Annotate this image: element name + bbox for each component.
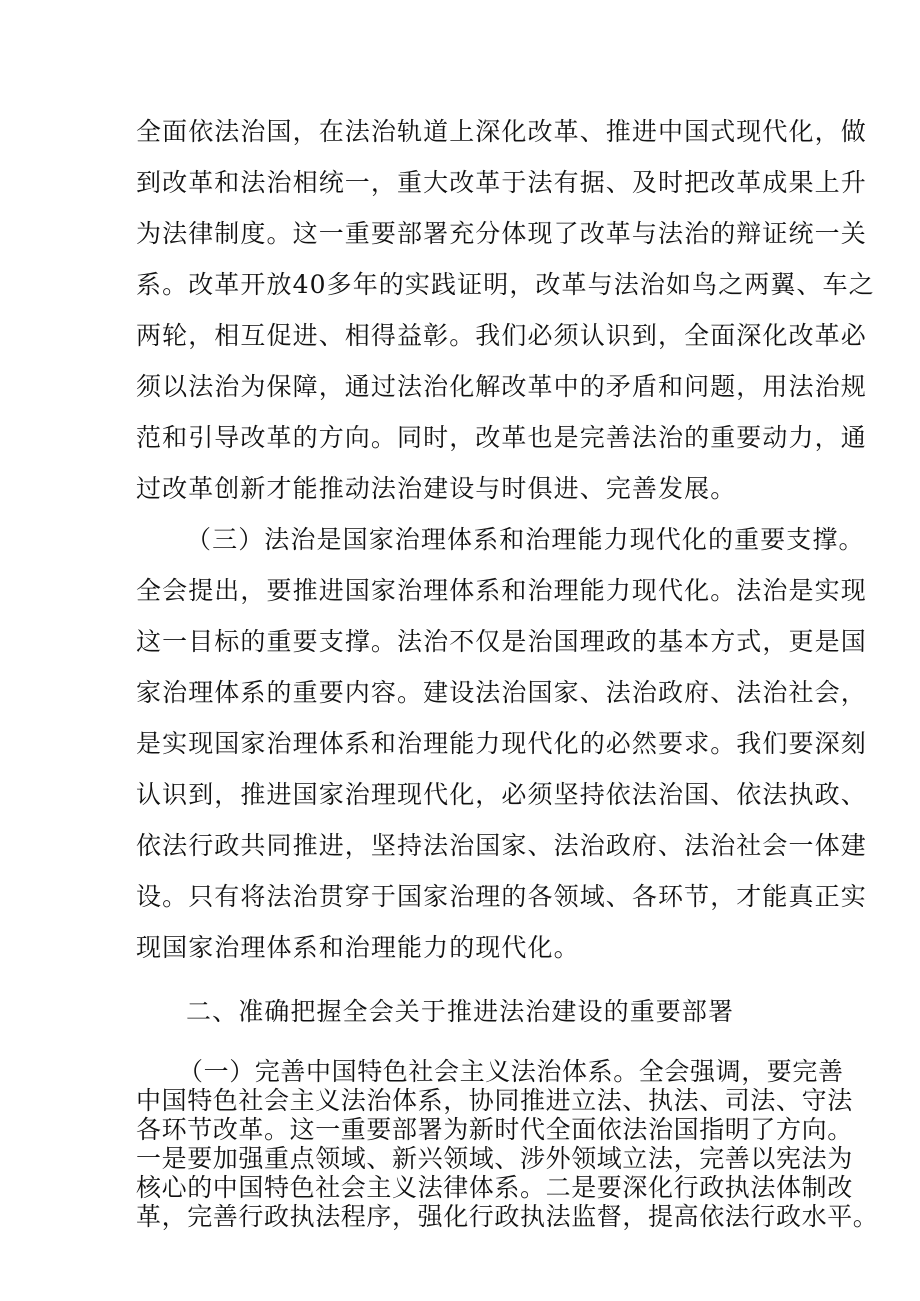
text-line: 全会提出，要推进国家治理体系和治理能力现代化。法治是实现 bbox=[136, 576, 867, 605]
text-line: 两轮，相互促进、相得益彰。我们必须认识到，全面深化改革必 bbox=[136, 321, 867, 350]
text-line: 一是要加强重点领域、新兴领域、涉外领域立法，完善以宪法为 bbox=[136, 1144, 853, 1173]
text-line: 革，完善行政执法程序，强化行政执法监督，提高依法行政水平。 bbox=[136, 1202, 879, 1231]
section-heading: 二、准确把握全会关于推进法治建设的重要部署 bbox=[186, 997, 735, 1026]
text-line: 现国家治理体系和治理能力的现代化。 bbox=[136, 933, 580, 962]
text-line: 设。只有将法治贯穿于国家治理的各领域、各环节，才能真正实 bbox=[136, 882, 867, 911]
text-line: 是实现国家治理体系和治理能力现代化的必然要求。我们要深刻 bbox=[136, 729, 867, 758]
text-line: 为法律制度。这一重要部署充分体现了改革与法治的辩证统一关 bbox=[136, 219, 867, 248]
text-line: 这一目标的重要支撑。法治不仅是治国理政的基本方式，更是国 bbox=[136, 627, 867, 656]
subheading-line: （三）法治是国家治理体系和治理能力现代化的重要支撑。 bbox=[186, 525, 865, 554]
text-line: 各环节改革。这一重要部署为新时代全面依法治国指明了方向。 bbox=[136, 1115, 853, 1144]
text-line: 家治理体系的重要内容。建设法治国家、法治政府、法治社会， bbox=[136, 678, 867, 707]
text-line: 须以法治为保障，通过法治化解改革中的矛盾和问题，用法治规 bbox=[136, 372, 867, 401]
text-line: 全面依法治国，在法治轨道上深化改革、推进中国式现代化，做 bbox=[136, 117, 867, 146]
text-line: 依法行政共同推进，坚持法治国家、法治政府、法治社会一体建 bbox=[136, 831, 867, 860]
text-line: 认识到，推进国家治理现代化，必须坚持依法治国、依法执政、 bbox=[136, 780, 867, 809]
text-line: 到改革和法治相统一，重大改革于法有据、及时把改革成果上升 bbox=[136, 168, 867, 197]
text-line: 系。改革开放40多年的实践证明，改革与法治如鸟之两翼、车之 bbox=[136, 270, 875, 299]
text-line: 中国特色社会主义法治体系，协同推进立法、执法、司法、守法 bbox=[136, 1086, 853, 1115]
text-line: 范和引导改革的方向。同时，改革也是完善法治的重要动力，通 bbox=[136, 423, 867, 452]
text-line: 过改革创新才能推动法治建设与时俱进、完善发展。 bbox=[136, 474, 737, 503]
text-line: 核心的中国特色社会主义法律体系。二是要深化行政执法体制改 bbox=[136, 1173, 853, 1202]
subheading-line: （一）完善中国特色社会主义法治体系。全会强调，要完善 bbox=[178, 1057, 844, 1086]
